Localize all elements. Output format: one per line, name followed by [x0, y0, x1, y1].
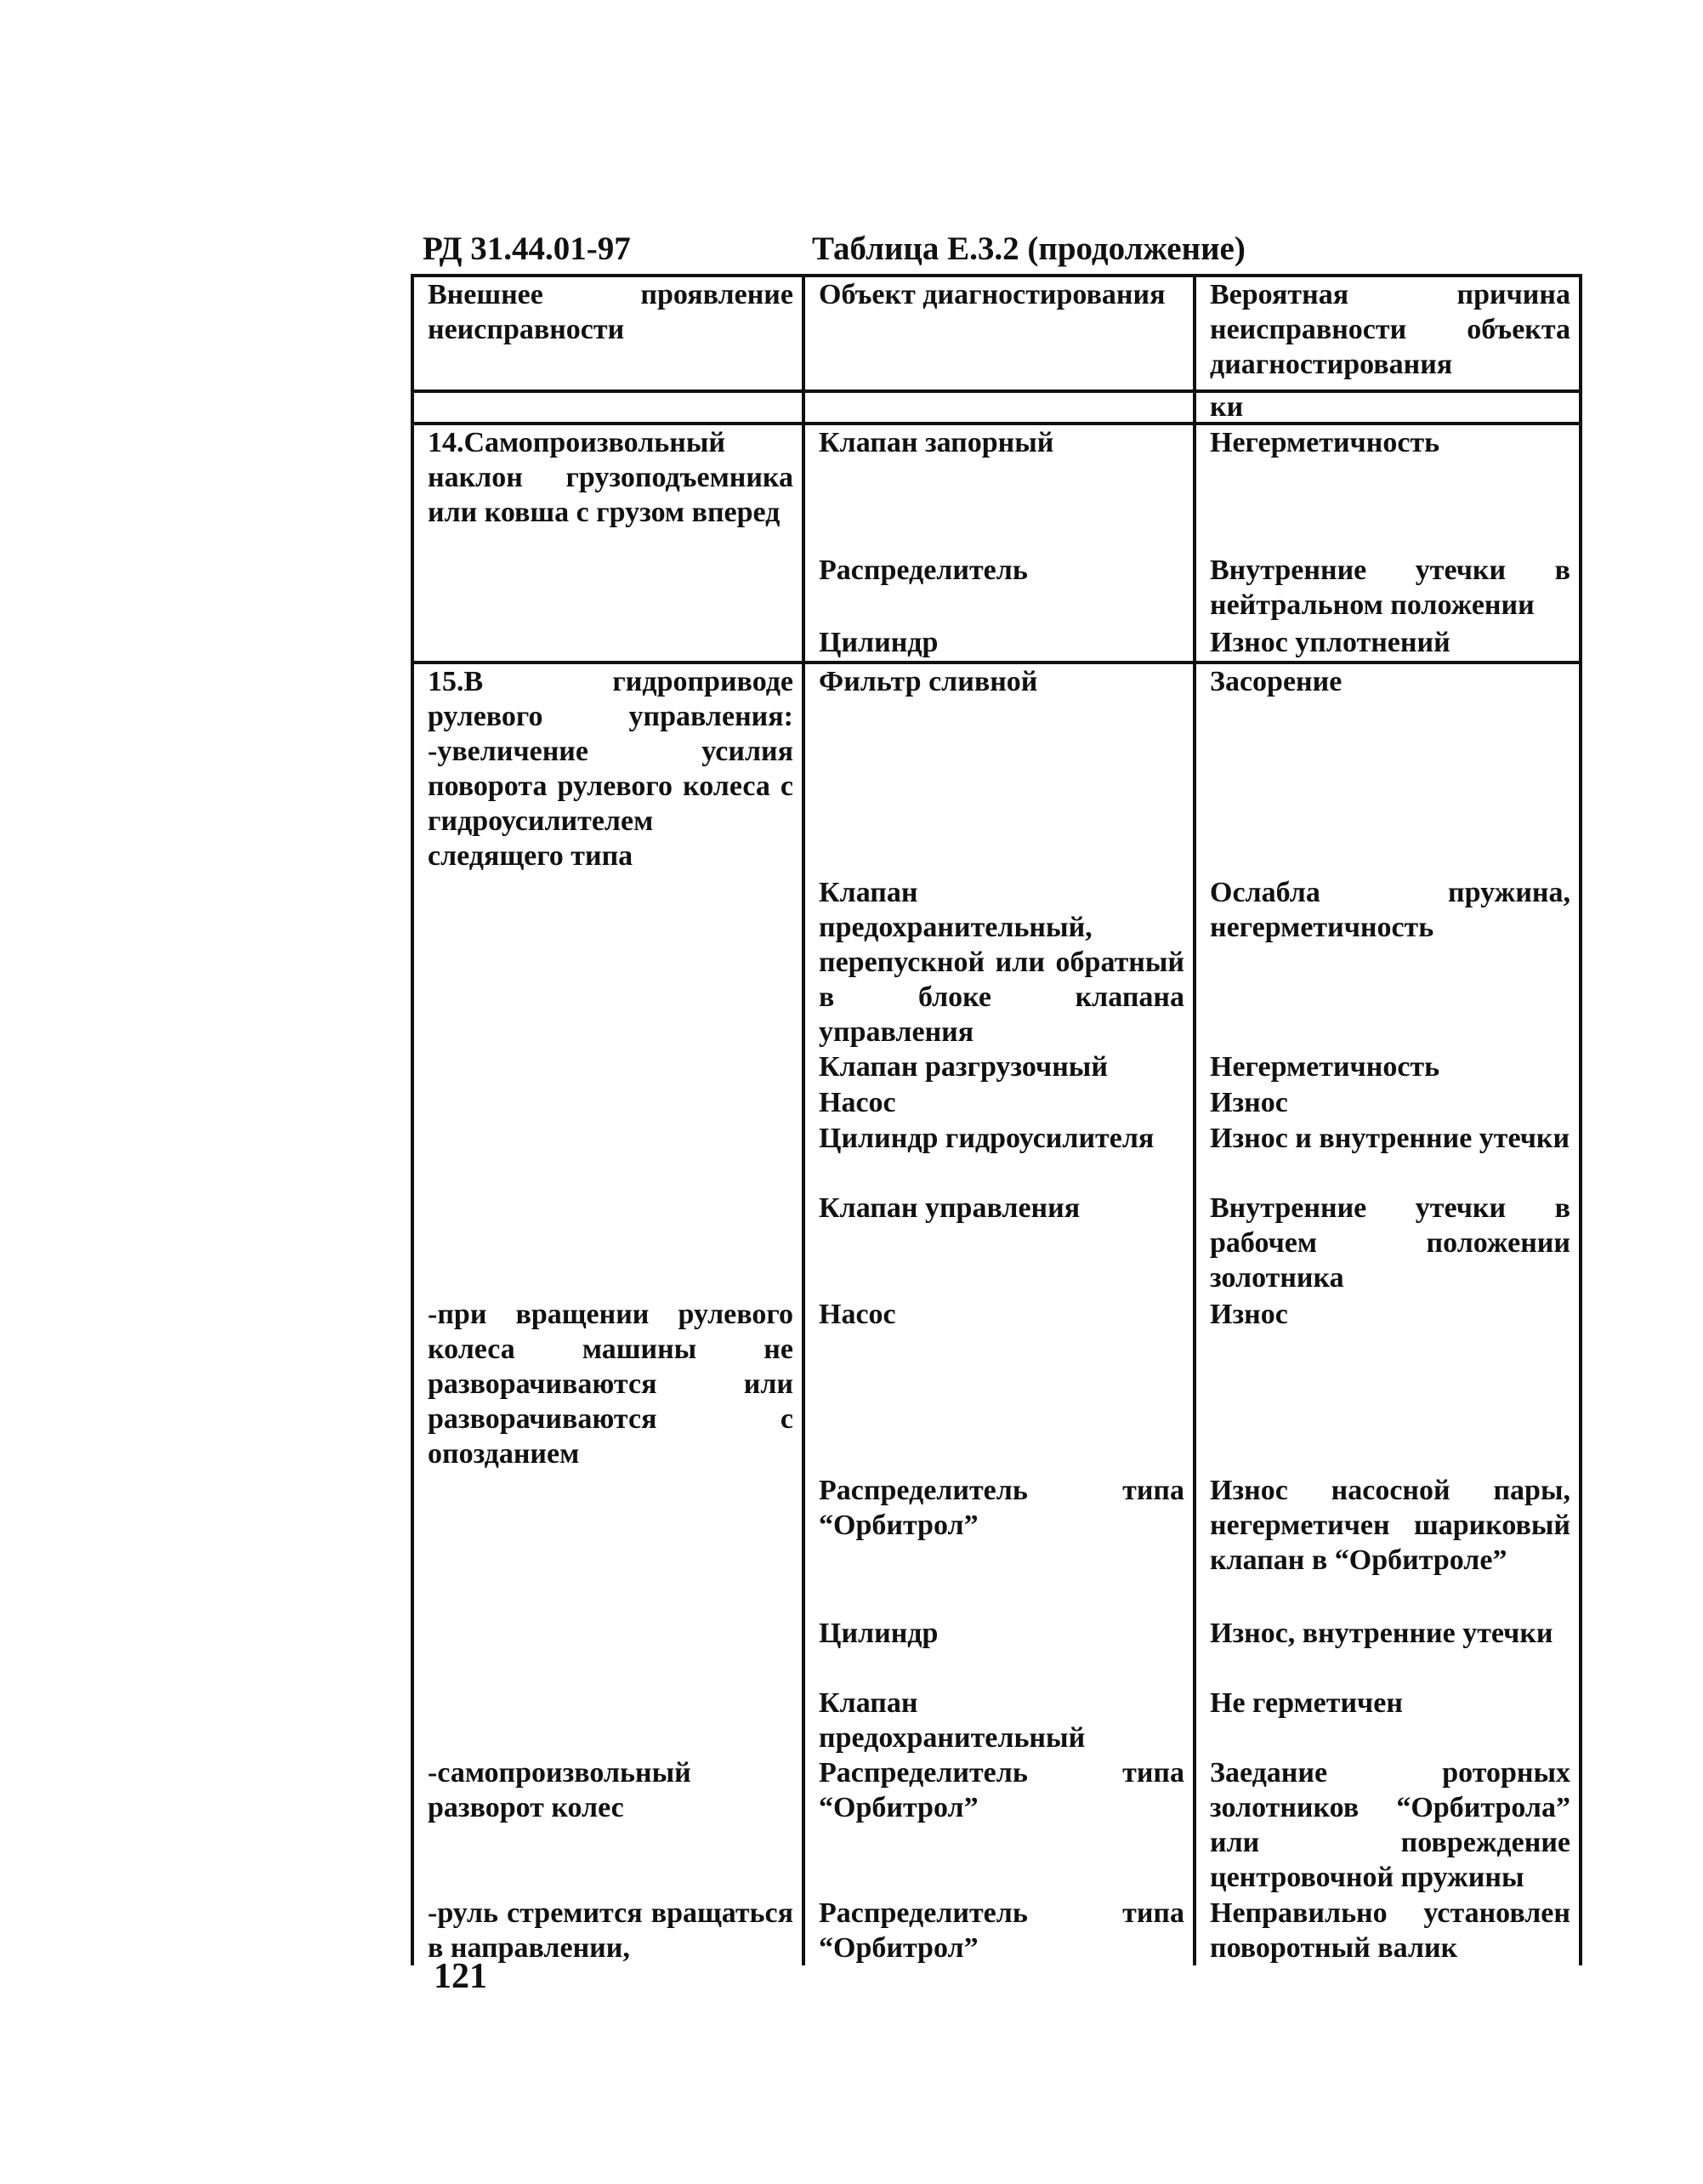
- cause-cell: Износ и внутренние утечки: [1195, 1121, 1581, 1191]
- table-row: [412, 1049, 1581, 1085]
- symptom-cell: [412, 1049, 803, 1085]
- table-header-row: [412, 276, 1581, 391]
- object-cell: Распределитель типа “Орбитрол”: [803, 1896, 1195, 1965]
- cause-cell: Не герметичен: [1195, 1686, 1581, 1755]
- table-row: [412, 1121, 1581, 1191]
- object-cell: Цилиндр: [803, 1616, 1195, 1686]
- table-row: [412, 1191, 1581, 1297]
- table-row: [412, 1616, 1581, 1686]
- object-cell: Распределитель типа “Орбитрол”: [803, 1473, 1195, 1616]
- table-row: [412, 1297, 1581, 1473]
- symptom-cell: [412, 1616, 803, 1686]
- cause-cell: Ослабла пружина, негерметичность: [1195, 875, 1581, 1049]
- column-header-symptom: Внешнее проявление неисправности: [412, 276, 803, 391]
- table-subheader-row: [412, 391, 1581, 424]
- document-code: РД 31.44.01-97: [423, 230, 631, 267]
- page-number: 121: [434, 1957, 487, 1996]
- object-cell: Клапан предохранительный, перепускной или обратный в блоке клапана управления: [803, 875, 1195, 1049]
- table-row: [412, 424, 1581, 553]
- object-cell: Цилиндр: [803, 625, 1195, 663]
- column-header-cause: Вероятная причина неисправности объекта диагностирования: [1195, 276, 1581, 391]
- symptom-cell: [412, 875, 803, 1049]
- object-cell: Клапан управления: [803, 1191, 1195, 1297]
- symptom-cell: [412, 1686, 803, 1755]
- fault-table: [411, 274, 1582, 1965]
- object-cell: Распределитель типа “Орбитрол”: [803, 1755, 1195, 1896]
- table-row: [412, 1755, 1581, 1896]
- cause-cell: Износ насосной пары, негерметичен шариковый клапан в “Орбитроле”: [1195, 1473, 1581, 1616]
- table-row: [412, 1085, 1581, 1121]
- object-cell: Фильтр сливной: [803, 663, 1195, 875]
- cause-cell: Внутренние утечки в рабочем положении золотника: [1195, 1191, 1581, 1297]
- table-title: Таблица Е.3.2 (продолжение): [812, 230, 1246, 267]
- cause-cell: Негерметичность: [1195, 424, 1581, 553]
- cause-cell: Неправильно установлен поворотный валик: [1195, 1896, 1581, 1965]
- column-header-object: Объект диагностирования: [803, 276, 1195, 391]
- table-row: [412, 875, 1581, 1049]
- table-row: [412, 1473, 1581, 1616]
- table-row: [412, 625, 1581, 663]
- cause-cell: Износ: [1195, 1085, 1581, 1121]
- symptom-cell: [412, 625, 803, 663]
- cause-cell: Внутренние утечки в нейтральном положении: [1195, 553, 1581, 625]
- cause-cell: Засорение: [1195, 663, 1581, 875]
- cause-cell: Износ, внутренние утечки: [1195, 1616, 1581, 1686]
- symptom-cell: -самопроизвольный разворот колес: [412, 1755, 803, 1896]
- table-row: [412, 553, 1581, 625]
- symptom-cell: [412, 1085, 803, 1121]
- object-cell: Насос: [803, 1297, 1195, 1473]
- cause-cell: Негерметичность: [1195, 1049, 1581, 1085]
- symptom-cell: [412, 1473, 803, 1616]
- object-cell: Распределитель: [803, 553, 1195, 625]
- subheader-cell-2: [803, 391, 1195, 424]
- object-cell: Клапан предохранительный: [803, 1686, 1195, 1755]
- symptom-cell: [412, 553, 803, 625]
- symptom-cell: -при вращении рулевого колеса машины не разворачиваются или разворачиваются с опозданием: [412, 1297, 803, 1473]
- cause-cell: Износ уплотнений: [1195, 625, 1581, 663]
- object-cell: Клапан запорный: [803, 424, 1195, 553]
- cause-cell: Заедание роторных золотников “Орбитрола” или повреждение центровочной пружины: [1195, 1755, 1581, 1896]
- symptom-cell: [412, 1191, 803, 1297]
- table-row: [412, 1896, 1581, 1965]
- subheader-cell-3: ки: [1195, 391, 1581, 424]
- object-cell: Насос: [803, 1085, 1195, 1121]
- symptom-cell: [412, 1121, 803, 1191]
- symptom-cell: 15.В гидроприводе рулевого управления: -увеличение усилия поворота рулевого колеса с гидроусилителем следящего типа: [412, 663, 803, 875]
- subheader-cell-1: [412, 391, 803, 424]
- object-cell: Цилиндр гидроусилителя: [803, 1121, 1195, 1191]
- symptom-cell: -руль стремится вращаться в направлении,: [412, 1896, 803, 1965]
- object-cell: Клапан разгрузочный: [803, 1049, 1195, 1085]
- cause-cell: Износ: [1195, 1297, 1581, 1473]
- table-row: [412, 663, 1581, 875]
- symptom-cell: 14.Самопроизвольный наклон грузоподъемника или ковша с грузом вперед: [412, 424, 803, 553]
- table-row: [412, 1686, 1581, 1755]
